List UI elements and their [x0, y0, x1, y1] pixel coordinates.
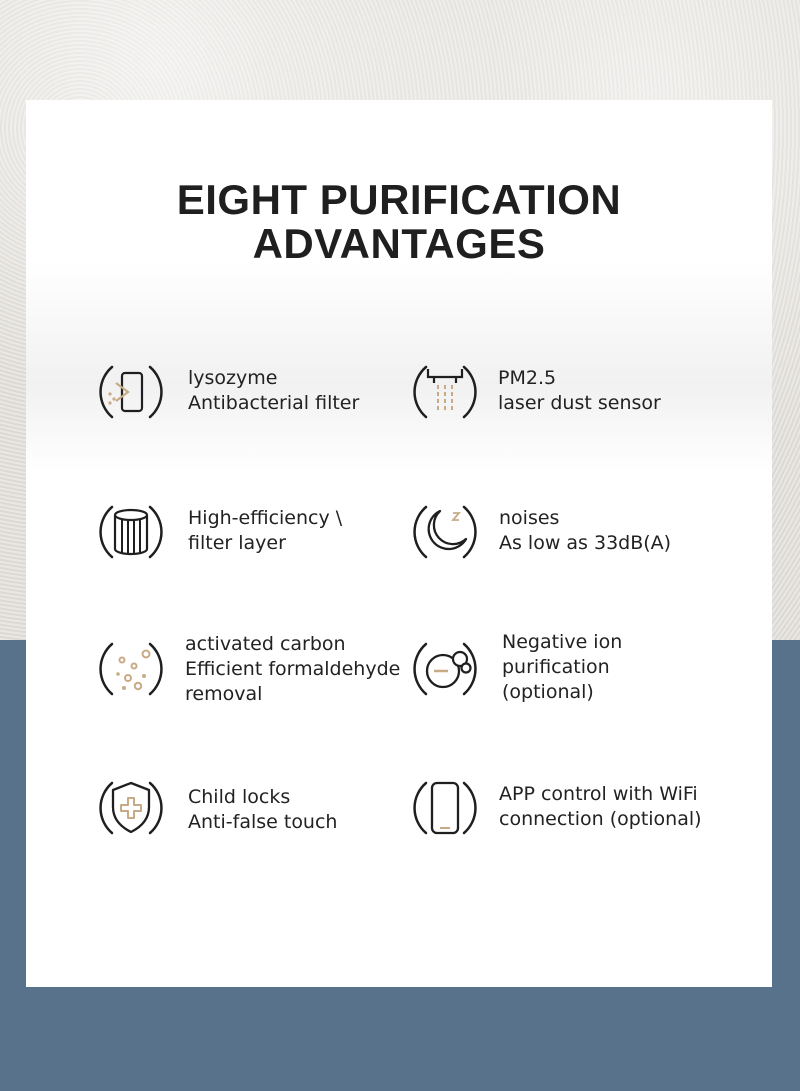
activated-carbon-icon [94, 632, 168, 706]
laser-dust-sensor-icon [408, 355, 482, 429]
filter-layer-icon [94, 495, 168, 569]
advantages-card [26, 100, 772, 987]
title-line-1: EIGHT PURIFICATION [176, 176, 622, 223]
feature-text-pm25: PM2.5 laser dust sensor [498, 367, 661, 414]
phone-app-icon [408, 771, 482, 845]
feature-text-negative-ion: Negative ion purification (optional) [502, 631, 623, 703]
feature-text-activated-carbon: activated carbon Efficient formaldehyde removal [185, 633, 401, 705]
page-title [26, 178, 772, 266]
feature-text-filter-layer: High-efficiency \ filter layer [188, 507, 343, 554]
negative-ion-icon [408, 632, 482, 706]
feature-text-child-locks: Child locks Anti-false touch [188, 786, 338, 833]
feature-text-noises: noises As low as 33dB(A) [499, 507, 672, 554]
moon-sleep-icon [408, 495, 482, 569]
feature-text-lysozyme: lysozyme Antibacterial filter [188, 367, 360, 414]
feature-text-app-control: APP control with WiFi connection (optional) [499, 783, 702, 830]
title-line-2: ADVANTAGES [252, 220, 546, 267]
antibacterial-filter-icon [94, 355, 168, 429]
shield-lock-icon [94, 771, 168, 845]
